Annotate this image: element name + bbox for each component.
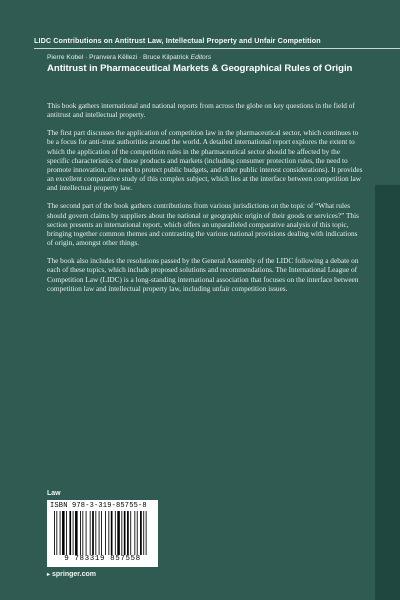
barcode-bar bbox=[111, 511, 113, 555]
barcode-bar bbox=[56, 511, 57, 555]
barcode-bar bbox=[101, 511, 102, 555]
barcode-digits: 9 783319 857558 bbox=[64, 555, 141, 563]
barcode-bar bbox=[117, 511, 120, 555]
barcode-bar bbox=[54, 511, 55, 555]
barcode-bar bbox=[69, 511, 71, 555]
barcode-bar bbox=[90, 511, 91, 555]
editors-suffix: Editors bbox=[190, 54, 212, 61]
subject-category: Law bbox=[47, 490, 61, 497]
blurb-paragraph-2: The first part discusses the application of competition law in the pharmaceutical sector, which continues to be a focus for anti-trust authorities around the world. A detailed international report explores the extent to which the application of the competition rules in the pharmaceutical sector should be affected by the specific characteristics of those products and markets (including consumer protection rules, the need to promote innovation, the need to protect public budgets, and other public interest considerations). It provides an excellent comparative study of this complex subject, which lies at the interface between competition law and intellectual property law. bbox=[47, 128, 363, 193]
isbn-barcode bbox=[47, 500, 158, 567]
barcode-bar bbox=[134, 511, 135, 555]
barcode-bar bbox=[95, 511, 96, 555]
barcode-bar bbox=[73, 511, 74, 555]
barcode-bar bbox=[146, 511, 147, 555]
barcode-bar bbox=[140, 511, 142, 555]
barcode-bar bbox=[108, 511, 109, 555]
barcode-bar bbox=[115, 511, 116, 555]
publisher-footer bbox=[47, 571, 96, 578]
barcode-bar bbox=[75, 511, 78, 555]
arrow-icon: ▸ bbox=[47, 572, 51, 578]
blurb-paragraph-3: The second part of the book gathers contributions from various jurisdictions on the topic of “What rules should govern claims by suppliers about the national or geographic origin of their goods or services?” This section presents an international report, which offers an unparalleled comparative analysis of this topic, bringing together common themes and contrasting the various national provisions dealing with indications of origin, amongst other things. bbox=[47, 201, 359, 248]
isbn-label: ISBN 978-3-319-85755-8 bbox=[50, 502, 147, 510]
barcode-bar bbox=[121, 511, 122, 555]
blurb-paragraph-1: This book gathers international and national reports from across the globe on key questions in the field of antitrust and intellectual property. bbox=[47, 101, 355, 120]
header-divider bbox=[34, 48, 400, 49]
barcode-bar bbox=[82, 511, 83, 555]
barcode-bar bbox=[127, 511, 129, 555]
blurb-paragraph-4: The book also includes the resolutions passed by the General Assembly of the LIDC following a debate on each of these topics, which include proposed solutions and recommendations. The International League of Competition Law (LIDC) is a long-standing international association that focuses on the interface between competition law and intellectual property law, including unfair competition issues. bbox=[47, 256, 359, 293]
barcode-bar bbox=[86, 511, 87, 555]
publisher-url: springer.com bbox=[52, 571, 96, 578]
barcode-bar bbox=[105, 511, 106, 555]
barcode-bar bbox=[66, 511, 67, 555]
barcode-bar bbox=[92, 511, 94, 555]
book-title: Antitrust in Pharmaceutical Markets & Geographical Rules of Origin bbox=[47, 63, 353, 74]
series-title: LIDC Contributions on Antitrust Law, Intellectual Property and Unfair Competition bbox=[34, 36, 321, 45]
editors-line bbox=[47, 54, 211, 61]
barcode-bar bbox=[124, 511, 126, 555]
blurb bbox=[47, 101, 363, 302]
barcode-bar bbox=[99, 511, 100, 555]
barcode-bar bbox=[137, 511, 138, 555]
barcode-bar bbox=[62, 511, 65, 555]
barcode-bar bbox=[60, 511, 61, 555]
barcode-bars bbox=[54, 511, 151, 555]
editors-names: Pierre Kobel · Pranvera Këllezi · Bruce Kilpatrick bbox=[47, 54, 189, 61]
barcode-bar bbox=[80, 511, 81, 555]
barcode-bar bbox=[130, 511, 131, 555]
barcode-bar bbox=[143, 511, 144, 555]
side-color-band bbox=[375, 185, 400, 600]
